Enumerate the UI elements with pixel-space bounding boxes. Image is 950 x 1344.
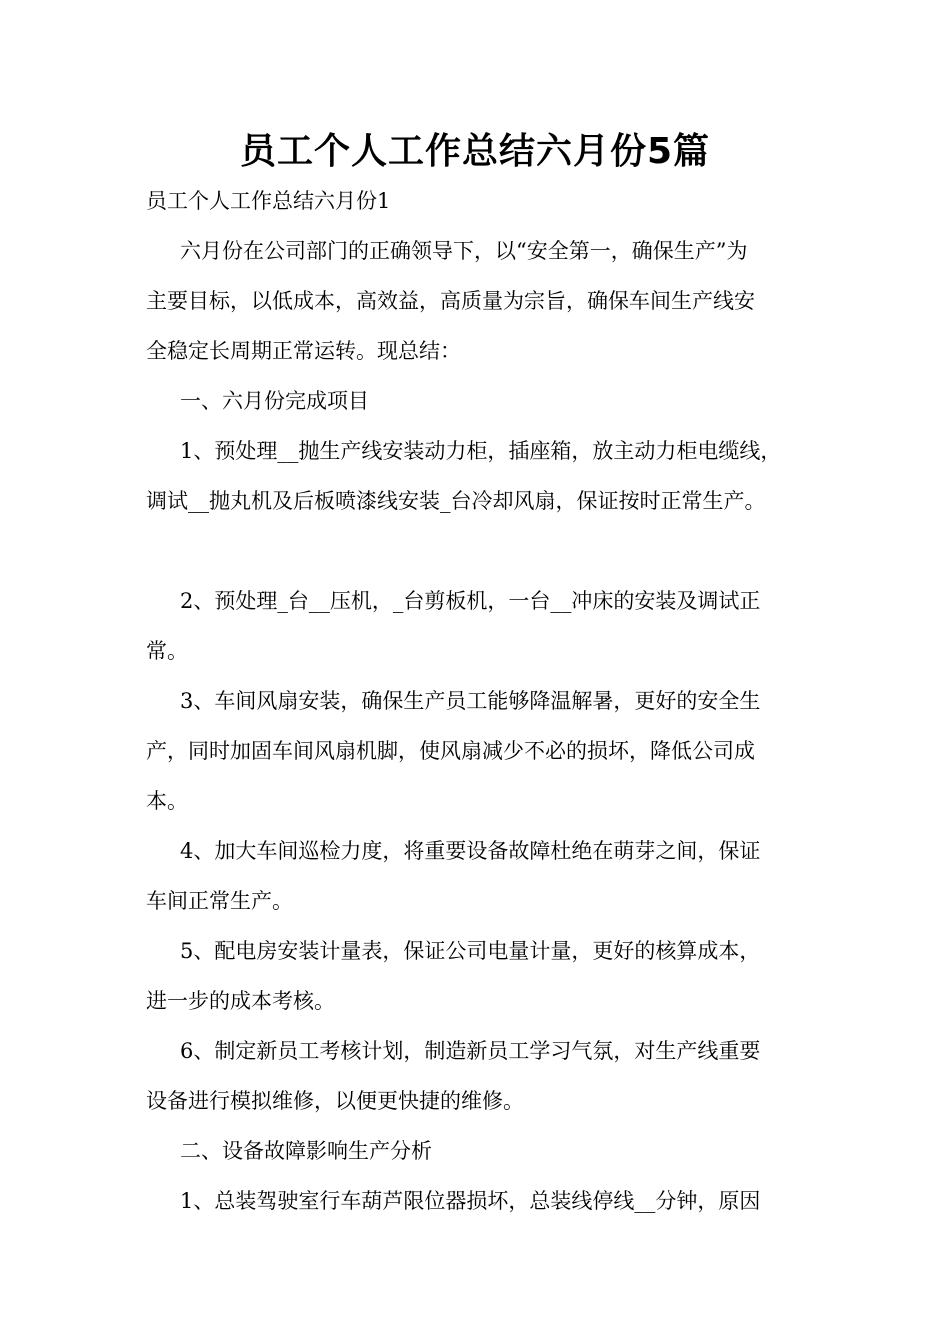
body-line: 5、配电房安装计量表，保证公司电量计量，更好的核算成本， [180,939,761,963]
subtitle-line: 员工个人工作总结六月份1 [146,189,391,213]
body-line: 1、总装驾驶室行车葫芦限位器损坏，总装线停线__分钟，原因 [180,1189,761,1213]
body-line: 2、预处理_台__压机，_台剪板机，一台__冲床的安装及调试正 [180,589,761,613]
body-line: 调试__抛丸机及后板喷漆线安装_台冷却风扇，保证按时正常生产。 [146,489,766,513]
body-line: 本。 [146,789,188,813]
section-heading: 一、六月份完成项目 [180,389,369,413]
body-line: 车间正常生产。 [146,889,293,913]
body-line: 全稳定长周期正常运转。现总结： [146,339,461,363]
body-line: 常。 [146,639,188,663]
body-line: 六月份在公司部门的正确领导下，以“安全第一，确保生产”为 [180,239,748,263]
body-line: 6、制定新员工考核计划，制造新员工学习气氛，对生产线重要 [180,1039,761,1063]
body-line: 进一步的成本考核。 [146,989,335,1013]
section-heading: 二、设备故障影响生产分析 [180,1139,432,1163]
body-line: 4、加大车间巡检力度，将重要设备故障杜绝在萌芽之间，保证 [180,839,761,863]
body-line: 设备进行模拟维修，以便更快捷的维修。 [146,1089,524,1113]
body-line: 产，同时加固车间风扇机脚，使风扇减少不必的损坏，降低公司成 [146,739,755,763]
body-line: 3、车间风扇安装，确保生产员工能够降温解暑，更好的安全生 [180,689,761,713]
body-line: 主要目标，以低成本，高效益，高质量为宗旨，确保车间生产线安 [146,289,755,313]
body-line: 1、预处理__抛生产线安装动力柜，插座箱，放主动力柜电缆线， [180,439,782,463]
document-title: 员工个人工作总结六月份5篇 [239,131,711,172]
